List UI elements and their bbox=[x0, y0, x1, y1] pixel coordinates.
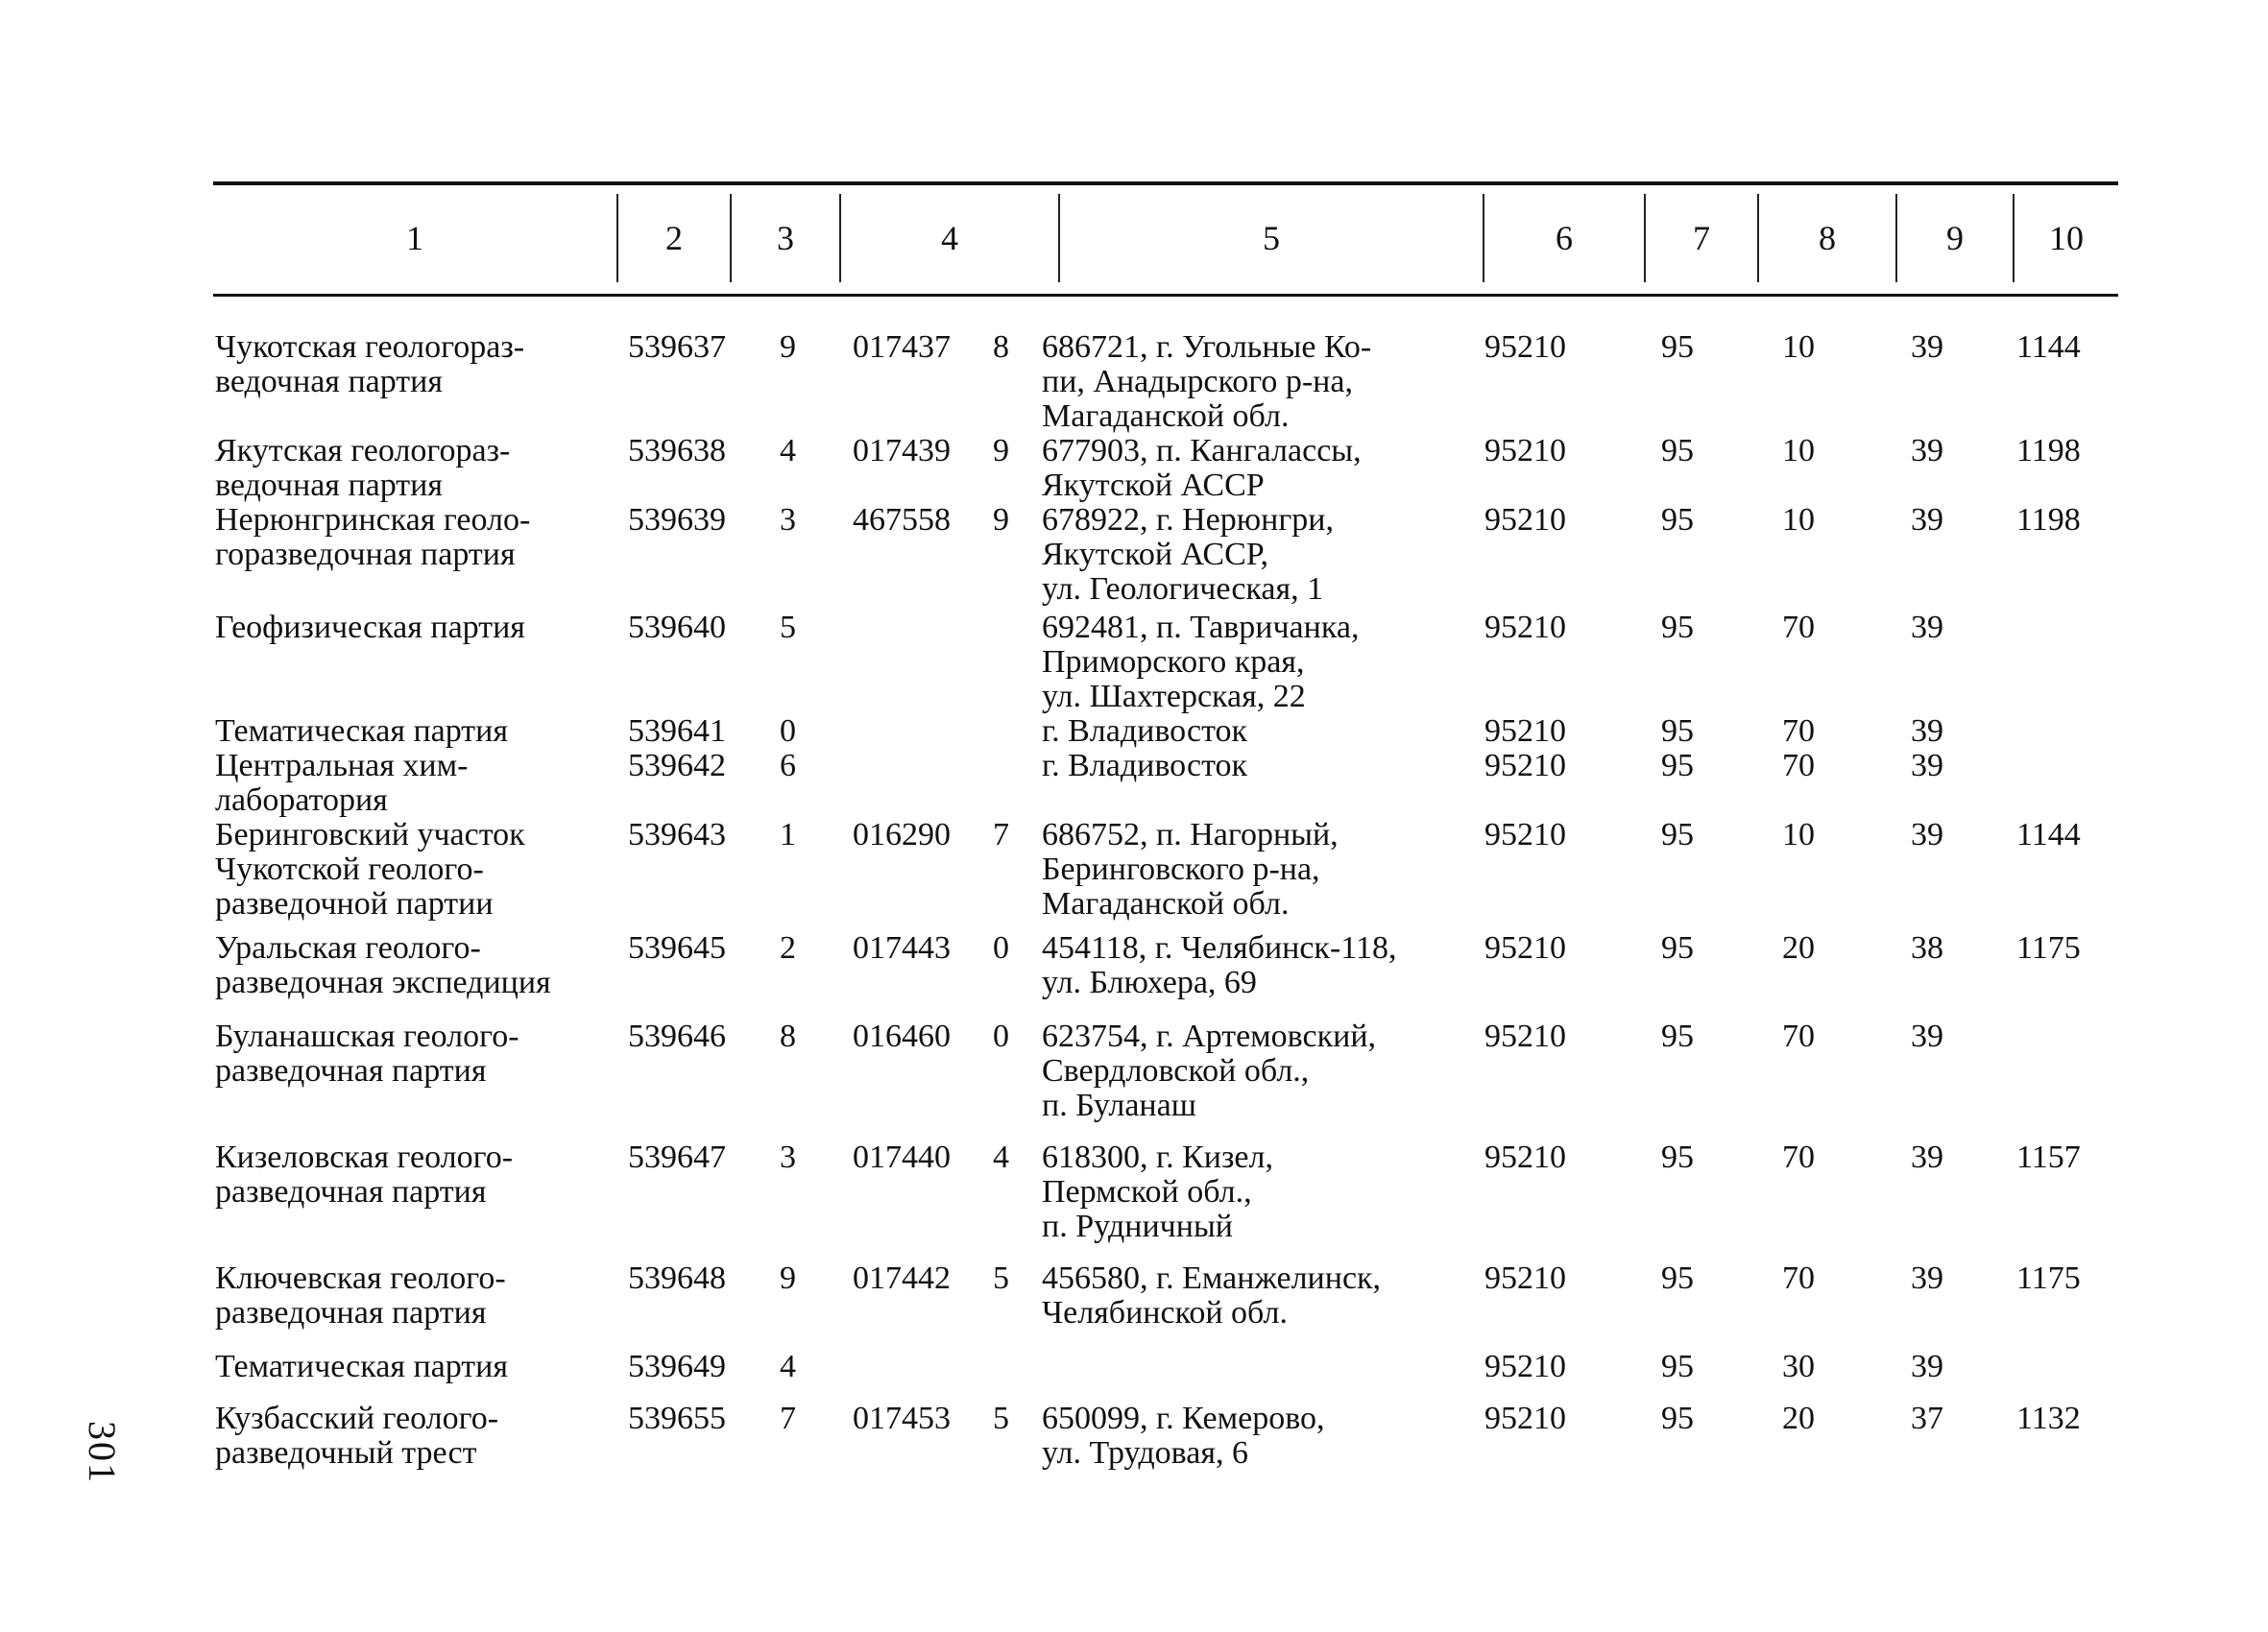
address-line: Челябинской обл. bbox=[1042, 1295, 1288, 1331]
org-name-line: Беринговский участок bbox=[215, 817, 525, 852]
org-code: 539642 bbox=[628, 748, 726, 783]
header-col-7: 7 bbox=[1693, 219, 1710, 257]
col-8-value: 70 bbox=[1782, 713, 1815, 749]
col-9-value: 39 bbox=[1911, 1349, 1943, 1384]
check-digit: 3 bbox=[780, 502, 796, 538]
header-col-6: 6 bbox=[1556, 219, 1573, 257]
address-line: 686721, г. Угольные Ко- bbox=[1042, 329, 1372, 365]
address bbox=[1042, 434, 1362, 503]
org-code: 539641 bbox=[628, 713, 726, 749]
col-6-value: 95210 bbox=[1484, 1260, 1566, 1296]
col-9-value: 39 bbox=[1911, 713, 1943, 749]
reg-number: 016290 bbox=[853, 817, 951, 852]
org-name-line: Геофизическая партия bbox=[215, 610, 525, 645]
col-6-value: 95210 bbox=[1484, 610, 1566, 645]
org-name-line: разведочная партия bbox=[215, 1295, 487, 1331]
reg-check-digit: 8 bbox=[993, 329, 1009, 365]
header-col-1: 1 bbox=[406, 219, 423, 257]
address-line: 686752, п. Нагорный, bbox=[1042, 817, 1339, 852]
col-9-value: 39 bbox=[1911, 329, 1943, 365]
col-7-value: 95 bbox=[1661, 1260, 1694, 1296]
org-name-line: ведочная партия bbox=[215, 468, 443, 503]
reg-number: 017453 bbox=[853, 1401, 951, 1436]
col-7-value: 95 bbox=[1661, 329, 1694, 365]
org-name bbox=[215, 1350, 508, 1384]
address-line: 692481, п. Тавричанка, bbox=[1042, 610, 1360, 645]
col-9-value: 39 bbox=[1911, 502, 1943, 538]
reg-number: 016460 bbox=[853, 1019, 951, 1054]
address-line: ул. Геологическая, 1 bbox=[1042, 571, 1324, 607]
address-line: Пермской обл., bbox=[1042, 1174, 1252, 1210]
col-9-value: 39 bbox=[1911, 817, 1943, 852]
table-header bbox=[213, 190, 2118, 286]
address bbox=[1042, 1261, 1381, 1331]
col-10-value: 1157 bbox=[2016, 1140, 2081, 1175]
col-9-value: 38 bbox=[1911, 930, 1943, 966]
col-7-value: 95 bbox=[1661, 433, 1694, 468]
org-name bbox=[215, 611, 525, 645]
org-name-line: Центральная хим- bbox=[215, 748, 469, 783]
org-name-line: разведочная партия bbox=[215, 1053, 487, 1089]
col-8-value: 20 bbox=[1782, 1401, 1815, 1436]
col-6-value: 95210 bbox=[1484, 817, 1566, 852]
org-name bbox=[215, 1402, 498, 1471]
org-name-line: разведочная экспедиция bbox=[215, 965, 551, 1000]
org-name bbox=[215, 749, 468, 818]
address-line: Якутской АССР bbox=[1042, 468, 1265, 503]
col-10-value: 1175 bbox=[2016, 930, 2081, 966]
col-6-value: 95210 bbox=[1484, 930, 1566, 966]
col-8-value: 70 bbox=[1782, 610, 1815, 645]
check-digit: 1 bbox=[780, 817, 796, 852]
org-name-line: ведочная партия bbox=[215, 364, 443, 399]
col-10-value: 1198 bbox=[2016, 433, 2081, 468]
reg-number: 017442 bbox=[853, 1260, 951, 1296]
check-digit: 0 bbox=[780, 713, 796, 749]
col-6-value: 95210 bbox=[1484, 713, 1566, 749]
col-9-value: 37 bbox=[1911, 1401, 1943, 1436]
org-name bbox=[215, 818, 525, 922]
col-10-value: 1175 bbox=[2016, 1260, 2081, 1296]
col-6-value: 95210 bbox=[1484, 329, 1566, 365]
org-name-line: Якутская геологораз- bbox=[215, 433, 511, 468]
col-7-value: 95 bbox=[1661, 1140, 1694, 1175]
col-8-value: 70 bbox=[1782, 1019, 1815, 1054]
address-line: ул. Шахтерская, 22 bbox=[1042, 679, 1306, 714]
org-name-line: Тематическая партия bbox=[215, 1349, 509, 1384]
org-code: 539646 bbox=[628, 1019, 726, 1054]
org-name-line: Нерюнгринская геоло- bbox=[215, 502, 531, 538]
table-header-rule bbox=[213, 294, 2118, 297]
address-line: г. Владивосток bbox=[1042, 713, 1248, 749]
address bbox=[1042, 1020, 1376, 1123]
org-name bbox=[215, 1261, 506, 1331]
org-name bbox=[215, 1020, 519, 1089]
col-7-value: 95 bbox=[1661, 610, 1694, 645]
org-name bbox=[215, 931, 551, 1000]
header-col-10: 10 bbox=[2049, 219, 2084, 257]
address-line: 456580, г. Еманжелинск, bbox=[1042, 1260, 1382, 1296]
col-6-value: 95210 bbox=[1484, 1140, 1566, 1175]
header-col-8: 8 bbox=[1819, 219, 1836, 257]
header-col-3: 3 bbox=[777, 219, 794, 257]
reg-check-digit: 5 bbox=[993, 1260, 1009, 1296]
address-line: 678922, г. Нерюнгри, bbox=[1042, 502, 1334, 538]
org-name bbox=[215, 434, 510, 503]
address-line: Свердловской обл., bbox=[1042, 1053, 1310, 1089]
address-line: Якутской АССР, bbox=[1042, 537, 1268, 572]
col-9-value: 39 bbox=[1911, 1140, 1943, 1175]
address-line: п. Буланаш bbox=[1042, 1088, 1196, 1123]
page-number: 301 bbox=[81, 1421, 124, 1484]
reg-number: 017440 bbox=[853, 1140, 951, 1175]
org-name bbox=[215, 330, 524, 399]
address bbox=[1042, 818, 1339, 922]
address bbox=[1042, 931, 1397, 1000]
col-7-value: 95 bbox=[1661, 930, 1694, 966]
org-name-line: Чукотская геологораз- bbox=[215, 329, 525, 365]
col-7-value: 95 bbox=[1661, 713, 1694, 749]
check-digit: 9 bbox=[780, 329, 796, 365]
col-8-value: 70 bbox=[1782, 748, 1815, 783]
col-8-value: 10 bbox=[1782, 502, 1815, 538]
org-code: 539640 bbox=[628, 610, 726, 645]
address bbox=[1042, 503, 1334, 607]
col-6-value: 95210 bbox=[1484, 433, 1566, 468]
col-7-value: 95 bbox=[1661, 1401, 1694, 1436]
check-digit: 8 bbox=[780, 1019, 796, 1054]
header-col-2: 2 bbox=[665, 219, 683, 257]
address bbox=[1042, 749, 1247, 783]
col-8-value: 10 bbox=[1782, 817, 1815, 852]
reg-check-digit: 0 bbox=[993, 930, 1009, 966]
address-line: п. Рудничный bbox=[1042, 1209, 1233, 1244]
address-line: 623754, г. Артемовский, bbox=[1042, 1019, 1377, 1054]
header-col-4: 4 bbox=[941, 219, 958, 257]
org-name-line: Тематическая партия bbox=[215, 713, 509, 749]
org-code: 539647 bbox=[628, 1140, 726, 1175]
reg-check-digit: 5 bbox=[993, 1401, 1009, 1436]
reg-check-digit: 9 bbox=[993, 502, 1009, 538]
reg-check-digit: 0 bbox=[993, 1019, 1009, 1054]
reg-number: 467558 bbox=[853, 502, 951, 538]
col-6-value: 95210 bbox=[1484, 1401, 1566, 1436]
check-digit: 6 bbox=[780, 748, 796, 783]
col-9-value: 39 bbox=[1911, 610, 1943, 645]
org-code: 539655 bbox=[628, 1401, 726, 1436]
address-line: пи, Анадырского р-на, bbox=[1042, 364, 1353, 399]
check-digit: 4 bbox=[780, 433, 796, 468]
col-8-value: 10 bbox=[1782, 329, 1815, 365]
org-code: 539638 bbox=[628, 433, 726, 468]
col-7-value: 95 bbox=[1661, 748, 1694, 783]
col-6-value: 95210 bbox=[1484, 1349, 1566, 1384]
address-line: Беринговского р-на, bbox=[1042, 852, 1320, 887]
address-line: 677903, п. Кангалассы, bbox=[1042, 433, 1362, 468]
org-code: 539648 bbox=[628, 1260, 726, 1296]
check-digit: 4 bbox=[780, 1349, 796, 1384]
check-digit: 2 bbox=[780, 930, 796, 966]
address-line: 650099, г. Кемерово, bbox=[1042, 1401, 1325, 1436]
col-7-value: 95 bbox=[1661, 502, 1694, 538]
col-10-value: 1132 bbox=[2016, 1401, 2081, 1436]
col-7-value: 95 bbox=[1661, 817, 1694, 852]
address-line: Магаданской обл. bbox=[1042, 398, 1290, 434]
org-code: 539639 bbox=[628, 502, 726, 538]
address-line: Приморского края, bbox=[1042, 644, 1305, 680]
col-10-value: 1144 bbox=[2016, 817, 2081, 852]
org-code: 539637 bbox=[628, 329, 726, 365]
check-digit: 3 bbox=[780, 1140, 796, 1175]
col-7-value: 95 bbox=[1661, 1349, 1694, 1384]
org-name-line: разведочный трест bbox=[215, 1435, 477, 1471]
col-6-value: 95210 bbox=[1484, 1019, 1566, 1054]
org-name-line: разведочная партия bbox=[215, 1174, 487, 1210]
org-name-line: Уральская геолого- bbox=[215, 930, 481, 966]
org-name bbox=[215, 503, 530, 572]
col-7-value: 95 bbox=[1661, 1019, 1694, 1054]
org-code: 539643 bbox=[628, 817, 726, 852]
address-line: 454118, г. Челябинск-118, bbox=[1042, 930, 1397, 966]
col-8-value: 20 bbox=[1782, 930, 1815, 966]
col-9-value: 39 bbox=[1911, 748, 1943, 783]
org-name-line: Кизеловская геолого- bbox=[215, 1140, 514, 1175]
reg-check-digit: 9 bbox=[993, 433, 1009, 468]
address bbox=[1042, 1140, 1273, 1244]
org-name bbox=[215, 1140, 513, 1210]
col-10-value: 1198 bbox=[2016, 502, 2081, 538]
col-6-value: 95210 bbox=[1484, 748, 1566, 783]
col-9-value: 39 bbox=[1911, 1260, 1943, 1296]
org-name-line: Кузбасский геолого- bbox=[215, 1401, 499, 1436]
reg-check-digit: 7 bbox=[993, 817, 1009, 852]
address-line: г. Владивосток bbox=[1042, 748, 1248, 783]
reg-check-digit: 4 bbox=[993, 1140, 1009, 1175]
check-digit: 5 bbox=[780, 610, 796, 645]
address-line: 618300, г. Кизел, bbox=[1042, 1140, 1273, 1175]
org-name-line: лаборатория bbox=[215, 782, 388, 818]
col-10-value: 1144 bbox=[2016, 329, 2081, 365]
col-9-value: 39 bbox=[1911, 433, 1943, 468]
check-digit: 7 bbox=[780, 1401, 796, 1436]
reg-number: 017443 bbox=[853, 930, 951, 966]
address-line: Магаданской обл. bbox=[1042, 886, 1290, 922]
col-8-value: 70 bbox=[1782, 1140, 1815, 1175]
org-name-line: Буланашская геолого- bbox=[215, 1019, 519, 1054]
col-8-value: 10 bbox=[1782, 433, 1815, 468]
table-top-rule bbox=[213, 181, 2118, 185]
address bbox=[1042, 1402, 1325, 1471]
address bbox=[1042, 330, 1371, 434]
check-digit: 9 bbox=[780, 1260, 796, 1296]
col-8-value: 70 bbox=[1782, 1260, 1815, 1296]
col-8-value: 30 bbox=[1782, 1349, 1815, 1384]
org-code: 539649 bbox=[628, 1349, 726, 1384]
header-col-5: 5 bbox=[1263, 219, 1280, 257]
col-6-value: 95210 bbox=[1484, 502, 1566, 538]
reg-number: 017437 bbox=[853, 329, 951, 365]
address-line: ул. Блюхера, 69 bbox=[1042, 965, 1257, 1000]
org-name-line: разведочной партии bbox=[215, 886, 494, 922]
reg-number: 017439 bbox=[853, 433, 951, 468]
org-name bbox=[215, 714, 508, 749]
org-name-line: Ключевская геолого- bbox=[215, 1260, 506, 1296]
org-name-line: горазведочная партия bbox=[215, 537, 516, 572]
col-9-value: 39 bbox=[1911, 1019, 1943, 1054]
address-line: ул. Трудовая, 6 bbox=[1042, 1435, 1248, 1471]
header-col-9: 9 bbox=[1946, 219, 1964, 257]
org-name-line: Чукотской геолого- bbox=[215, 852, 484, 887]
org-code: 539645 bbox=[628, 930, 726, 966]
address bbox=[1042, 611, 1359, 714]
address bbox=[1042, 714, 1247, 749]
